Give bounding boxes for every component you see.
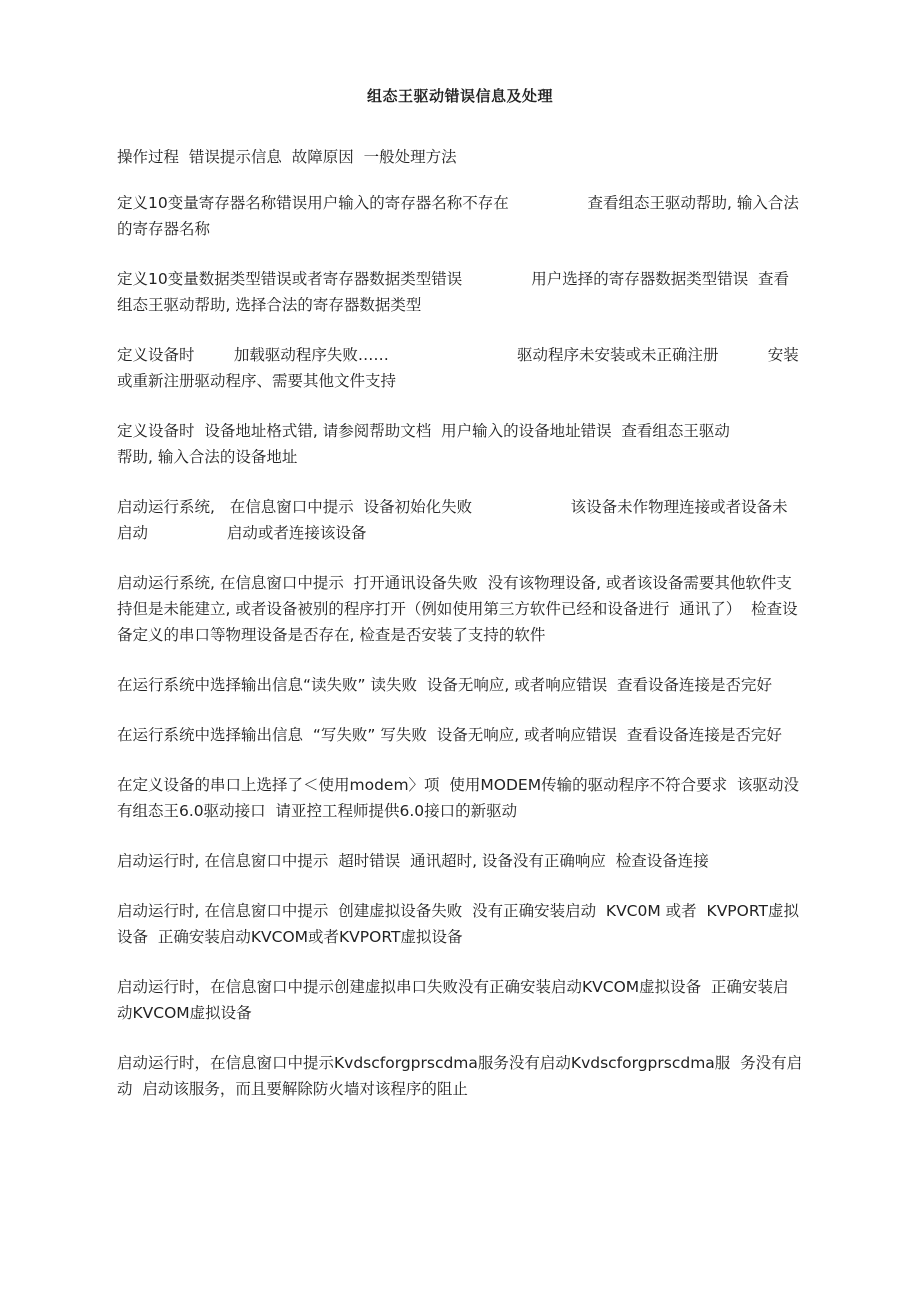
error-entry-paragraph: 启动运行时, 在信息窗口中提示 超时错误 通讯超时, 设备没有正确响应 检查设备连接 (117, 852, 709, 870)
error-entry-paragraph: 启动运行系统, 在信息窗口中提示 设备初始化失败 该设备未作物理连接或者设备未启动 启动或者连接该设备 (117, 498, 788, 542)
document-title: 组态王驱动错误信息及处理 (366, 87, 553, 105)
error-entry-paragraph: 定义设备时 设备地址格式错, 请参阅帮助文档 用户输入的设备地址错误 查看组态王驱动 帮助, 输入合法的设备地址 (117, 422, 799, 466)
error-entry-paragraph: 在定义设备的串口上选择了＜使用modem〉项 使用MODEM传输的驱动程序不符合要求 该驱动没有组态王6.0驱动接口 请亚控工程师提供6.0接口的新驱动 (117, 776, 799, 820)
error-entry-paragraph: 在运行系统中选择输出信息“读失败” 读失败 设备无响应, 或者响应错误 查看设备连接是否完好 (117, 676, 773, 694)
error-entry-paragraph: 定义设备时 加载驱动程序失败…… 驱动程序未安装或未正确注册 安装或重新注册驱动程序、需要其他文件支持 (117, 346, 799, 390)
error-entry-paragraph: 在运行系统中选择输出信息 “写失败” 写失败 设备无响应, 或者响应错误 查看设备连接是否完好 (117, 726, 782, 744)
error-entry-paragraph: 启动运行时, 在信息窗口中提示 创建虚拟设备失败 没有正确安装启动 KVC0M 或者 KVPORT虚拟设备 正确安装启动KVCOM或者KVPORT虚拟设备 (117, 902, 799, 946)
error-entry-paragraph: 启动运行系统, 在信息窗口中提示 打开通讯设备失败 没有该物理设备, 或者该设备需要其他软件支持但是未能建立, 或者设备被别的程序打开（例如使用第三方软件已经和设备进行 通讯了） 检查设备定义的串口等物理设备是否存在, 检查是否安装了支持的软件 (117, 574, 798, 644)
error-entry-paragraph: 定义10变量寄存器名称错误用户输入的寄存器名称不存在 查看组态王驱动帮助, 输入合法的寄存器名称 (117, 194, 799, 238)
error-entry-paragraph: 定义10变量数据类型错误或者寄存器数据类型错误 用户选择的寄存器数据类型错误 查看组态王驱动帮助, 选择合法的寄存器数据类型 (117, 270, 790, 314)
document-body (117, 144, 803, 1126)
column-header-line: 操作过程 错误提示信息 故障原因 一般处理方法 (117, 148, 457, 166)
error-entry-paragraph: 启动运行时，在信息窗口中提示创建虚拟串口失败没有正确安装启动KVCOM虚拟设备 正确安装启动KVCOM虚拟设备 (117, 978, 789, 1022)
error-entry-paragraph: 启动运行时，在信息窗口中提示Kvdscforgprscdma服务没有启动Kvdscforgprscdma服 务没有启动 启动该服务，而且要解除防火墙对该程序的阻止 (117, 1054, 803, 1098)
